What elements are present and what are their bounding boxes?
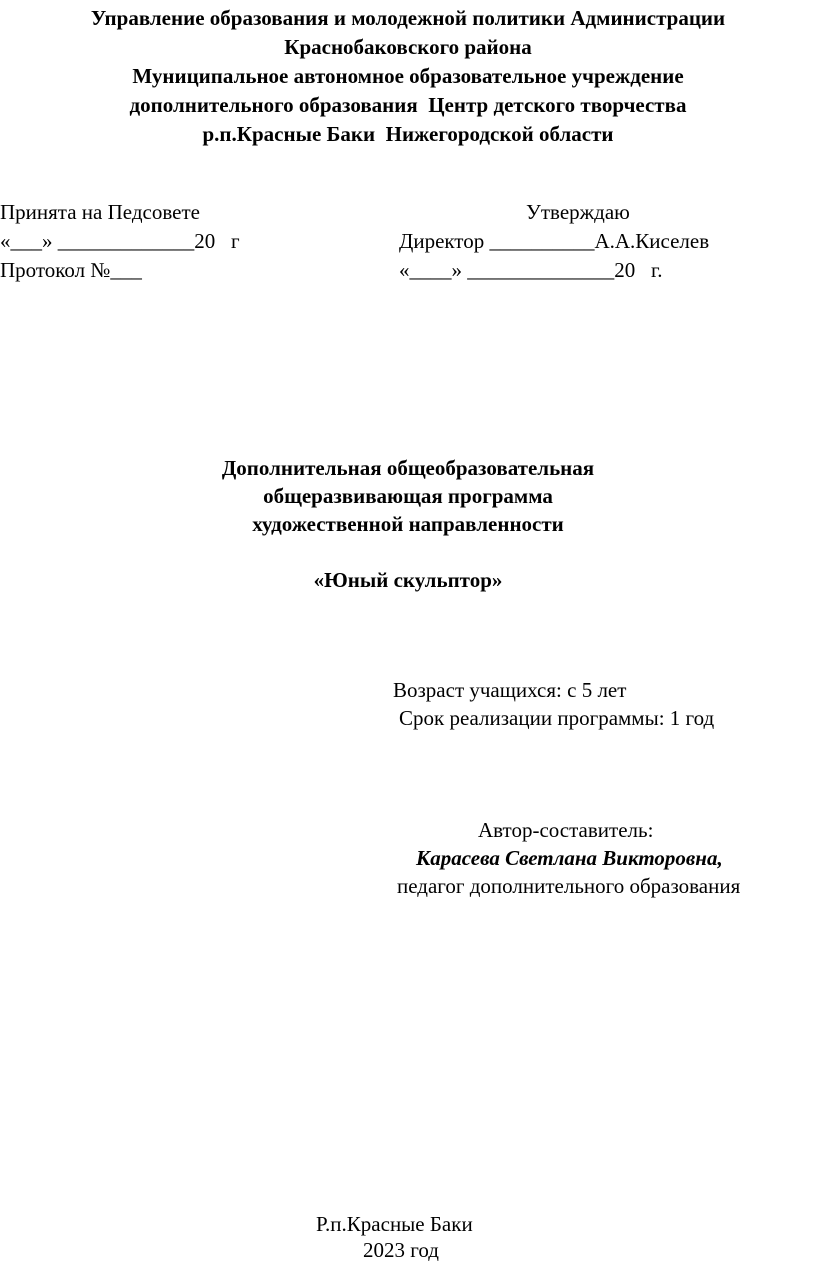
program-title-line-3: художественной направленности <box>252 512 564 536</box>
header-line-5: р.п.Красные Баки Нижегородской области <box>202 122 614 146</box>
author-name: Карасева Светлана Викторовна, <box>416 846 723 870</box>
student-age: Возраст учащихся: с 5 лет <box>393 678 627 702</box>
organization-header <box>0 4 816 149</box>
director-signature-line: Директор __________А.А.Киселев <box>399 229 710 253</box>
author-position: педагог дополнительного образования <box>397 874 741 898</box>
program-name: «Юный скульптор» <box>313 568 503 592</box>
approve-date-line: «____» ______________20 г. <box>399 258 663 282</box>
footer-place: Р.п.Красные Баки <box>316 1212 473 1236</box>
implementation-term: Срок реализации программы: 1 год <box>399 706 715 730</box>
protocol-number-line: Протокол №___ <box>0 258 142 282</box>
author-label: Автор-составитель: <box>478 818 654 842</box>
footer-year: 2023 год <box>363 1238 439 1262</box>
approve-label: Утверждаю <box>526 200 630 224</box>
program-title-line-1: Дополнительная общеобразовательная <box>221 456 595 480</box>
program-title <box>0 454 816 538</box>
program-name-block <box>0 566 816 594</box>
pedsovet-label: Принята на Педсовете <box>0 200 200 224</box>
header-line-2: Краснобаковского района <box>284 35 532 59</box>
header-line-4: дополнительного образования Центр детского творчества <box>129 93 687 117</box>
header-line-3: Муниципальное автономное образовательное учреждение <box>132 64 684 88</box>
header-line-1: Управление образования и молодежной политики Администрации <box>90 6 726 30</box>
program-title-line-2: общеразвивающая программа <box>263 484 553 508</box>
pedsovet-date-line: «___» _____________20 г <box>0 229 240 253</box>
